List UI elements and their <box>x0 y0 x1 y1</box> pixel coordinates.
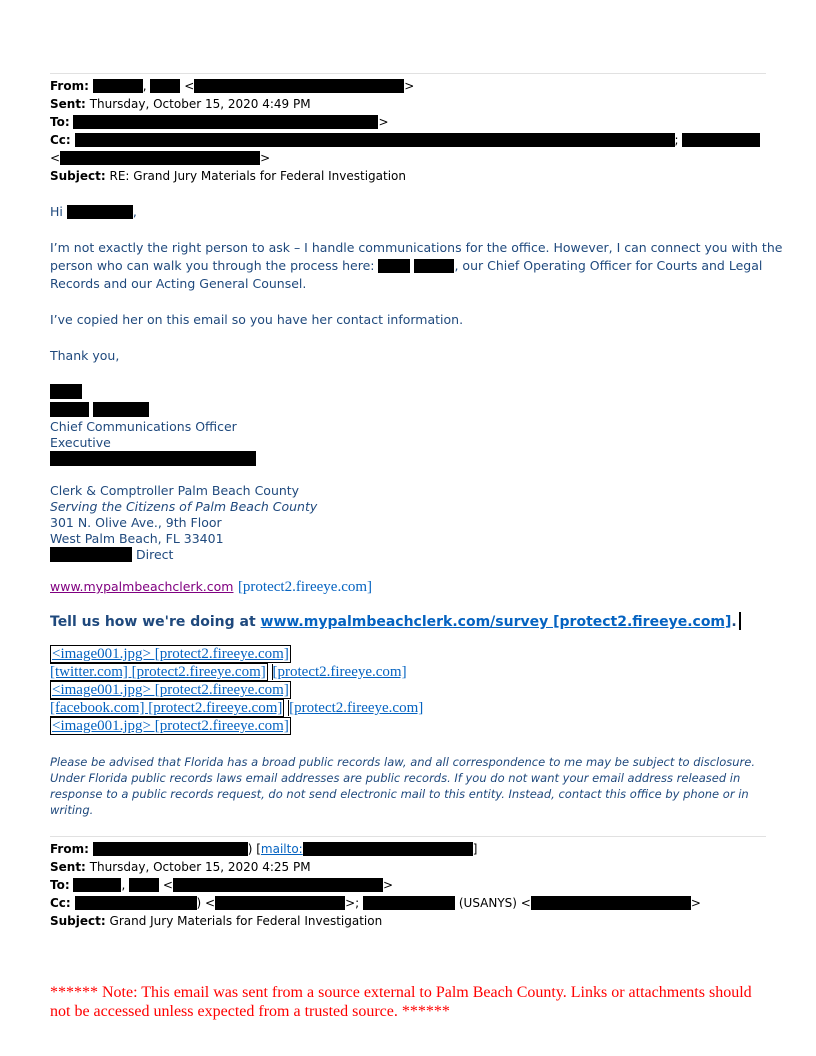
body-para1-line2 <box>50 258 762 273</box>
email2-divider <box>50 836 766 837</box>
signature-name-redaction <box>50 402 89 417</box>
redaction <box>414 259 454 273</box>
redaction <box>67 205 133 219</box>
top-divider <box>50 73 766 74</box>
image-link-2[interactable]: <image001.jpg> [protect2.fireeye.com] <box>52 682 289 698</box>
redaction <box>150 79 180 93</box>
phone-redaction <box>50 547 132 562</box>
email1-subject-line <box>50 169 406 183</box>
email2-cc-line: Cc: ) < >; (USANYS) < > <box>50 896 701 910</box>
signature-title: Chief Communications Officer <box>50 419 237 434</box>
redaction <box>75 133 675 147</box>
redaction <box>129 878 159 892</box>
social-line-2 <box>50 664 407 681</box>
social-line-1 <box>50 646 291 663</box>
website-line <box>50 578 372 596</box>
signature-org: Clerk & Comptroller Palm Beach County <box>50 483 300 498</box>
to-label: To: <box>50 878 70 892</box>
email2-sent-line <box>50 860 311 874</box>
redaction <box>378 259 410 273</box>
greeting-line: Hi , <box>50 204 137 219</box>
signature-name-redaction <box>93 402 149 417</box>
signature-email-redaction <box>50 451 256 466</box>
subject-label: Subject: <box>50 914 106 928</box>
email1-from-line: From: , < > <box>50 79 415 93</box>
para1-text: person who can walk you through the process here: <box>50 258 375 273</box>
facebook-link[interactable]: [facebook.com] [protect2.fireeye.com] <box>50 700 283 716</box>
subject-label: Subject: <box>50 169 106 183</box>
signature-tagline: Serving the Citizens of Palm Beach County <box>50 499 318 514</box>
redaction <box>682 133 760 147</box>
subject-value: Grand Jury Materials for Federal Investigation <box>109 914 383 928</box>
signature-address2: West Palm Beach, FL 33401 <box>50 531 224 546</box>
redaction <box>303 842 473 856</box>
redaction <box>173 878 383 892</box>
website-link[interactable]: www.mypalmbeachclerk.com <box>50 579 234 594</box>
email2-from-line: From: ) [mailto: ] <box>50 842 478 856</box>
survey-prefix: Tell us how we're doing at <box>50 614 256 630</box>
twitter-protect-link[interactable]: [protect2.fireeye.com] <box>272 664 407 680</box>
social-line-3 <box>50 682 291 699</box>
redaction <box>93 842 248 856</box>
facebook-protect-link[interactable]: [protect2.fireeye.com] <box>289 700 424 716</box>
survey-link[interactable]: www.mypalmbeachclerk.com/survey [protect2.fireeye.com] <box>260 614 732 630</box>
signature-address1: 301 N. Olive Ave., 9th Floor <box>50 515 222 530</box>
to-label: To: <box>50 115 70 129</box>
email2-subject-line <box>50 914 382 928</box>
para1-text-cont: , our Chief Operating Officer for Courts and Legal <box>454 258 763 273</box>
from-label: From: <box>50 79 89 93</box>
email1-sent-line <box>50 97 311 111</box>
body-para2: I’ve copied her on this email so you have her contact information. <box>50 312 464 327</box>
social-line-5 <box>50 718 291 735</box>
twitter-link[interactable]: [twitter.com] [protect2.fireeye.com] <box>50 664 266 680</box>
email1-cc-line-2: < > <box>50 151 271 165</box>
external-source-warning: ****** Note: This email was sent from a source external to Palm Beach County. Links or attachments should not be accessed unless expected from a trusted source. ****** <box>50 984 752 1020</box>
redaction <box>363 896 455 910</box>
image-link-1[interactable]: <image001.jpg> [protect2.fireeye.com] <box>52 646 289 662</box>
sent-label: Sent: <box>50 860 86 874</box>
signature-direct-line <box>50 547 173 563</box>
redaction <box>73 115 378 129</box>
redaction <box>93 79 143 93</box>
greeting: Hi <box>50 204 63 219</box>
redaction <box>531 896 691 910</box>
body-para1-line1: I’m not exactly the right person to ask – I handle communications for the office. However, I can connect you with the <box>50 240 783 255</box>
signature-dept: Executive <box>50 435 111 450</box>
redaction <box>75 896 197 910</box>
subject-value: RE: Grand Jury Materials for Federal Investigation <box>109 169 406 183</box>
email1-to-line: To: > <box>50 115 389 129</box>
redaction <box>60 151 260 165</box>
survey-suffix: . <box>731 614 737 630</box>
cc-label: Cc: <box>50 133 71 147</box>
redaction <box>194 79 404 93</box>
sent-value: Thursday, October 15, 2020 4:25 PM <box>89 860 311 874</box>
direct-label: Direct <box>135 547 174 562</box>
from-label: From: <box>50 842 89 856</box>
text-cursor <box>739 612 741 630</box>
public-records-disclaimer: Please be advised that Florida has a broad public records law, and all correspondence to me may be subject to disclosure. Under Florida public records laws email addresses are public records. If you do not want your email address released in response to a public records request, do not send electronic mail to this entity. Instead, contact this office by phone or in writing. <box>50 755 756 817</box>
image-link-3[interactable]: <image001.jpg> [protect2.fireeye.com] <box>52 718 289 734</box>
website-protect-text: [protect2.fireeye.com] <box>237 579 373 595</box>
email1-cc-line: Cc: ; <box>50 133 760 147</box>
email2-to-line: To: , < > <box>50 878 394 892</box>
closing: Thank you, <box>50 348 120 363</box>
social-line-4 <box>50 700 423 717</box>
survey-line <box>50 612 741 630</box>
sent-label: Sent: <box>50 97 86 111</box>
redaction <box>215 896 345 910</box>
body-para1-line3: Records and our Acting General Counsel. <box>50 276 307 291</box>
mailto-link[interactable]: mailto: <box>260 842 303 856</box>
signature-name-redaction <box>50 384 82 399</box>
cc-usanys: (USANYS) < <box>458 896 531 910</box>
cc-label: Cc: <box>50 896 71 910</box>
sent-value: Thursday, October 15, 2020 4:49 PM <box>89 97 311 111</box>
redaction <box>73 878 121 892</box>
